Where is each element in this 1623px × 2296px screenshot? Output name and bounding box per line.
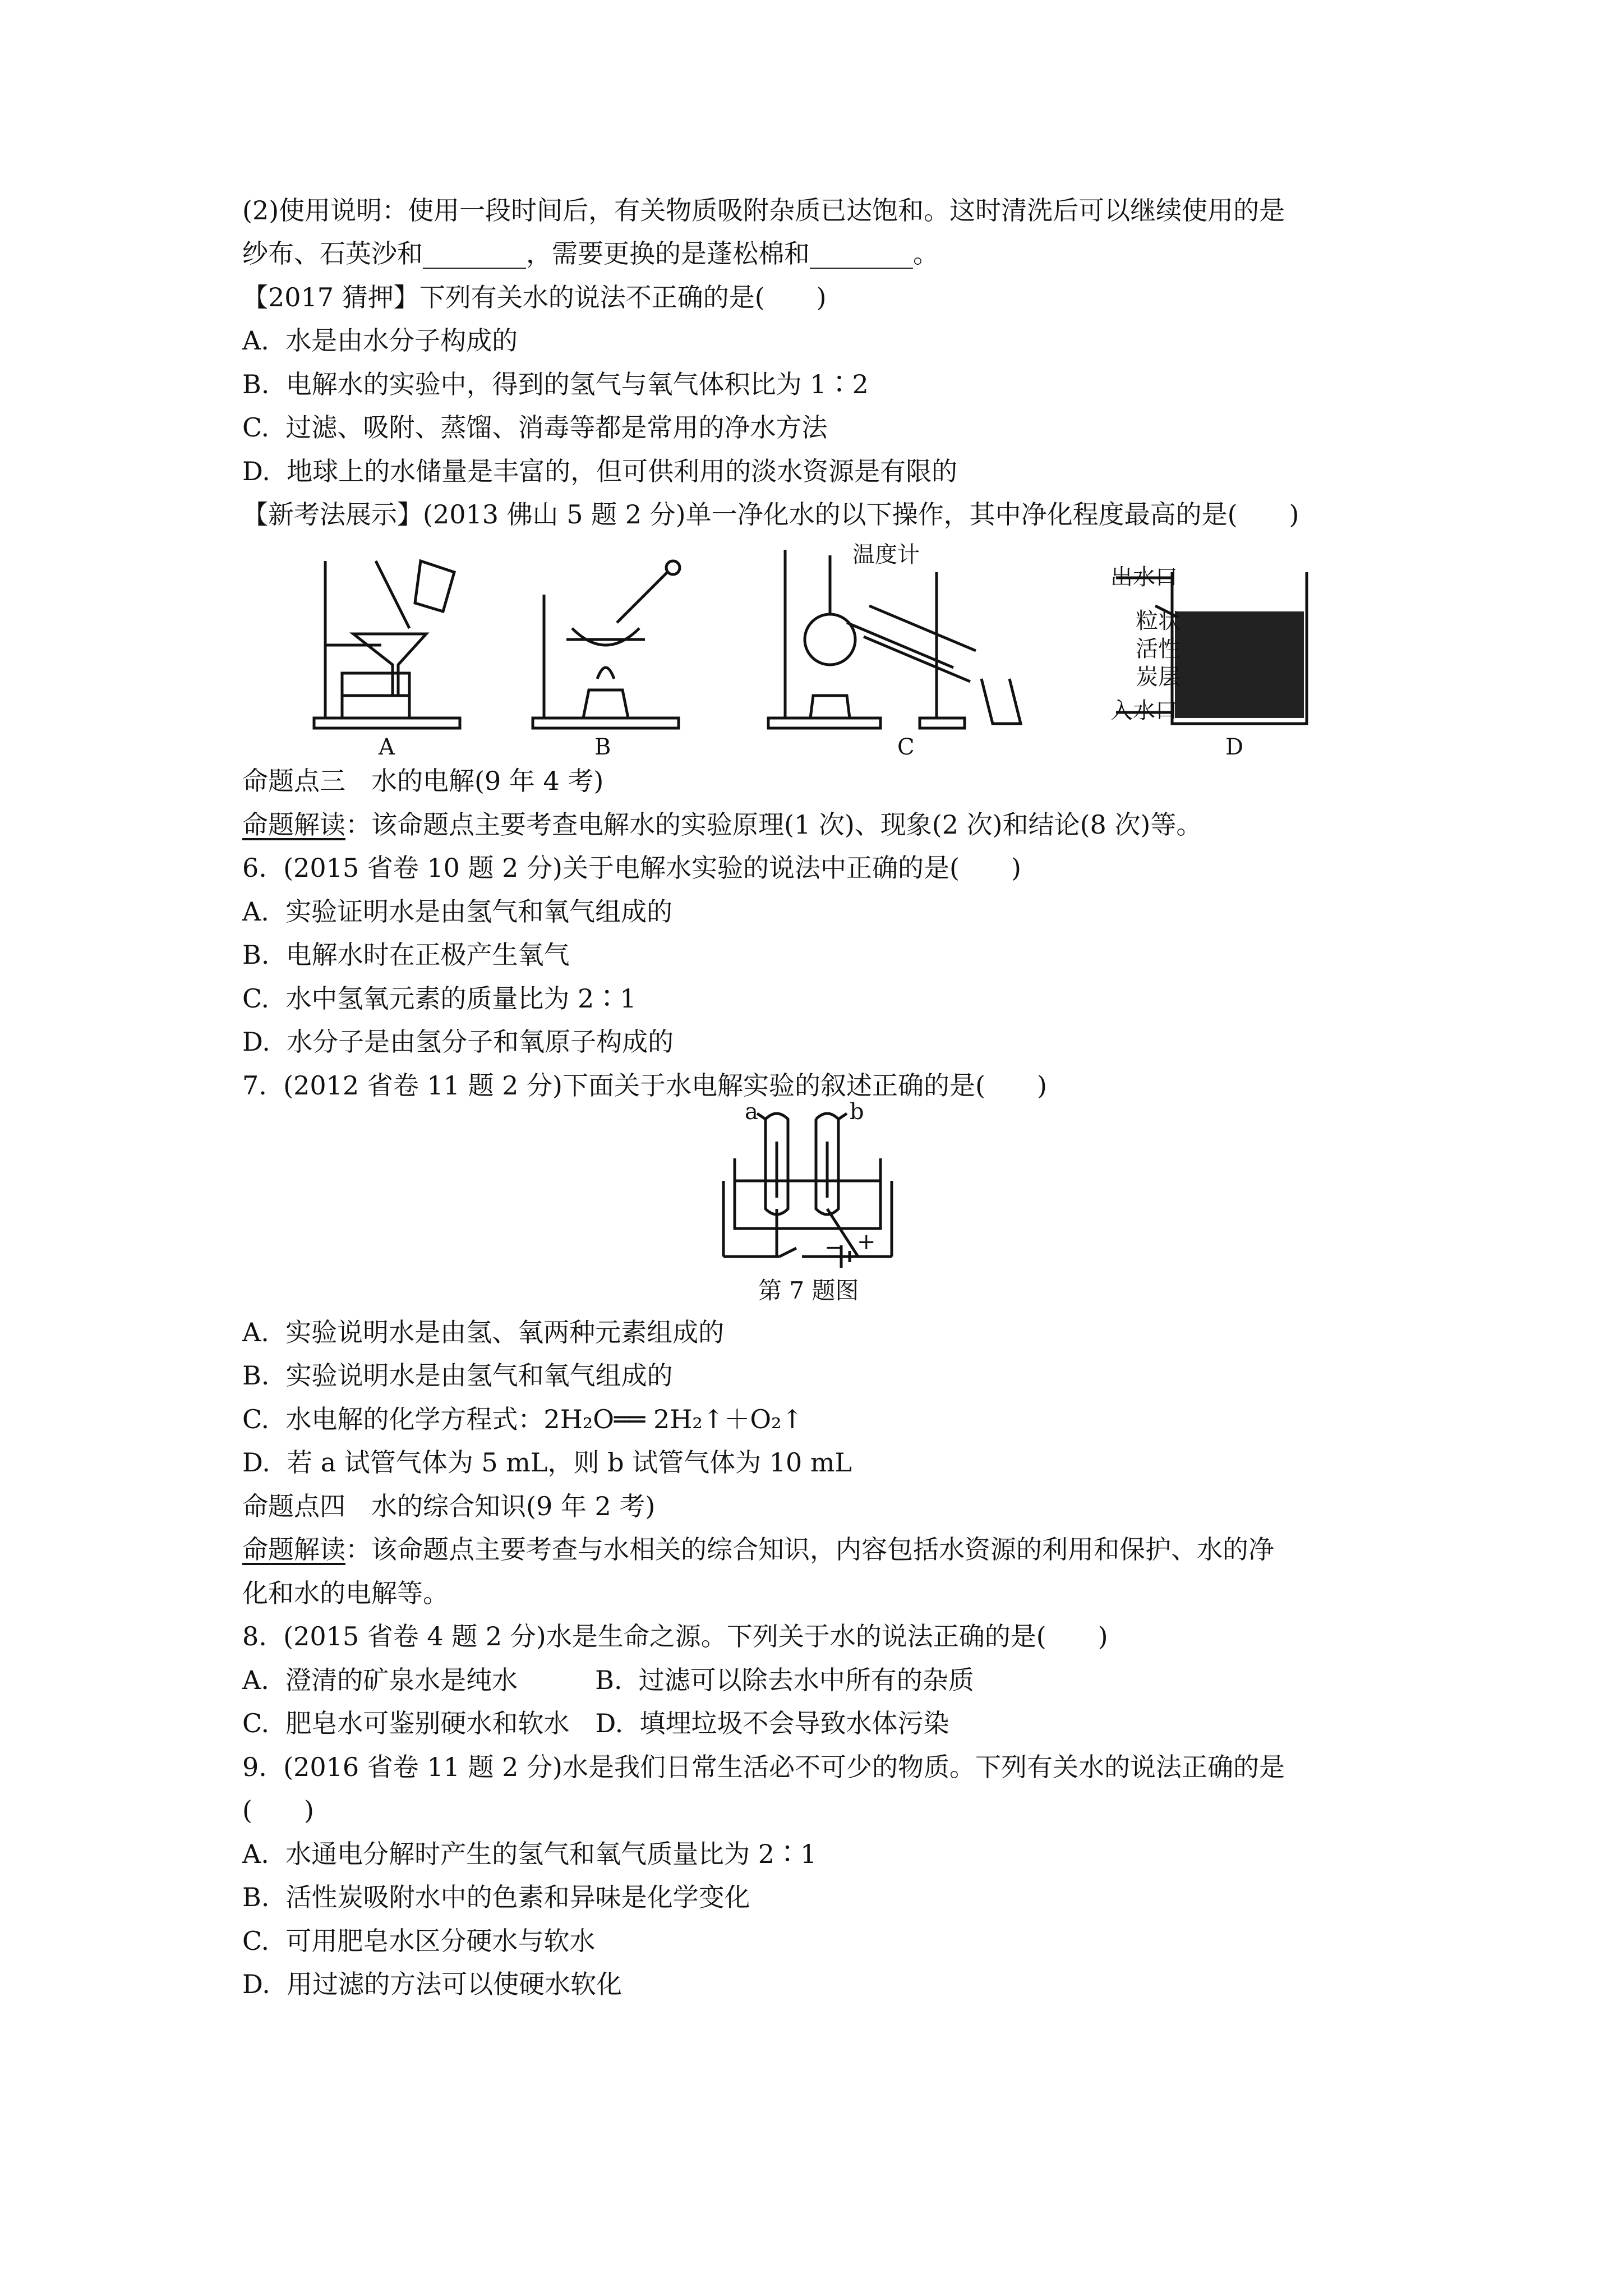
options-row: A. 澄清的矿泉水是纯水 B. 过滤可以除去水中所有的杂质 <box>242 1665 974 1695</box>
question-heading: 8. (2015 省卷 4 题 2 分)水是生命之源。下列关于水的说法正确的是( ) <box>242 1621 1108 1651</box>
layer-label-6: 层 <box>1158 664 1181 690</box>
answer-blank: ( ) <box>242 1795 314 1825</box>
option-c: C. 可用肥皂水区分硬水与软水 <box>242 1926 596 1956</box>
text-line <box>242 1533 1274 1566</box>
option-d: D. 用过滤的方法可以使硬水软化 <box>242 1969 623 1999</box>
option-label-d: D <box>1225 734 1244 760</box>
text-line: 纱布、石英沙和________，需要更换的是蓬松棉和________。 <box>242 238 939 269</box>
option-label-c: C <box>897 734 915 760</box>
option-d: D. 若 a 试管气体为 5 mL，则 b 试管气体为 10 mL <box>242 1447 852 1478</box>
plus-sign: + <box>857 1229 876 1255</box>
apparatus-c-distillation <box>768 550 1021 728</box>
layer-label-4: 性 <box>1158 636 1181 662</box>
layer-label-5: 炭 <box>1136 664 1158 690</box>
tube-b-label: b <box>850 1102 864 1125</box>
thermometer-label: 温度计 <box>852 542 920 568</box>
option-d: D. 水分子是由氢分子和氧原子构成的 <box>242 1027 674 1057</box>
electrolysis-figure <box>712 1102 914 1271</box>
interpretation-label: 命题解读 <box>242 809 345 840</box>
question-heading: 【新考法展示】(2013 佛山 5 题 2 分)单一净化水的以下操作，其中净化程度最高的是( ) <box>242 499 1299 530</box>
option-label-a: A <box>379 734 395 760</box>
question-heading: 9. (2016 省卷 11 题 2 分)水是我们日常生活必不可少的物质。下列有关水的说法正确的是 <box>242 1752 1285 1782</box>
outlet-label: 出水口 <box>1110 564 1178 590</box>
interpretation-text: ：该命题点主要考查电解水的实验原理(1 次)、现象(2 次)和结论(8 次)等。 <box>345 809 1202 840</box>
minus-sign: − <box>824 1235 843 1260</box>
option-a: A. 水是由水分子构成的 <box>242 325 518 356</box>
options-row: C. 肥皂水可鉴别硬水和软水 D. 填埋垃圾不会导致水体污染 <box>242 1708 949 1738</box>
text-line <box>242 808 1202 841</box>
option-d: D. 地球上的水储量是丰富的，但可供利用的淡水资源是有限的 <box>242 456 958 486</box>
figure-caption: 第 7 题图 <box>758 1277 859 1304</box>
question-heading: 6. (2015 省卷 10 题 2 分)关于电解水实验的说法中正确的是( ) <box>242 853 1021 883</box>
option-a: A. 实验说明水是由氢、氧两种元素组成的 <box>242 1317 725 1347</box>
question-heading: 7. (2012 省卷 11 题 2 分)下面关于水电解实验的叙述正确的是( ) <box>242 1070 1047 1101</box>
option-c: C. 水电解的化学方程式：2H₂O══ 2H₂↑＋O₂↑ <box>242 1404 804 1434</box>
option-c: C. 水中氢氧元素的质量比为 2∶1 <box>242 983 637 1014</box>
section-heading: 命题点三 水的电解(9 年 4 考) <box>242 766 604 796</box>
option-c: C. 过滤、吸附、蒸馏、消毒等都是常用的净水方法 <box>242 412 828 443</box>
option-b: B. 电解水时在正极产生氧气 <box>242 940 570 970</box>
option-a: A. 水通电分解时产生的氢气和氧气质量比为 2∶1 <box>242 1839 817 1869</box>
inlet-label: 入水口 <box>1110 698 1178 724</box>
option-label-b: B <box>594 734 611 760</box>
apparatus-b-evaporation <box>533 561 680 728</box>
layer-label-2: 状 <box>1158 608 1181 634</box>
question-heading: 【2017 猜押】下列有关水的说法不正确的是( ) <box>242 282 827 312</box>
option-b: B. 电解水的实验中，得到的氢气与氧气体积比为 1∶2 <box>242 369 869 399</box>
apparatus-a-filtration <box>314 561 460 728</box>
option-b: B. 活性炭吸附水中的色素和异味是化学变化 <box>242 1882 750 1912</box>
option-a: A. 实验证明水是由氢气和氧气组成的 <box>242 896 673 927</box>
text-line: (2)使用说明：使用一段时间后，有关物质吸附杂质已达饱和。这时清洗后可以继续使用的是 <box>242 195 1285 226</box>
interpretation-label: 命题解读 <box>242 1534 345 1565</box>
tube-a-label: a <box>745 1102 758 1125</box>
layer-label-3: 活 <box>1136 636 1158 662</box>
purification-apparatus-figure <box>292 539 1385 763</box>
section-heading: 命题点四 水的综合知识(9 年 2 考) <box>242 1491 656 1521</box>
option-b: B. 实验说明水是由氢气和氧气组成的 <box>242 1360 673 1391</box>
text-line: 化和水的电解等。 <box>242 1578 449 1608</box>
interpretation-text: ：该命题点主要考查与水相关的综合知识，内容包括水资源的利用和保护、水的净 <box>345 1534 1274 1565</box>
layer-label-1: 粒 <box>1136 608 1158 634</box>
